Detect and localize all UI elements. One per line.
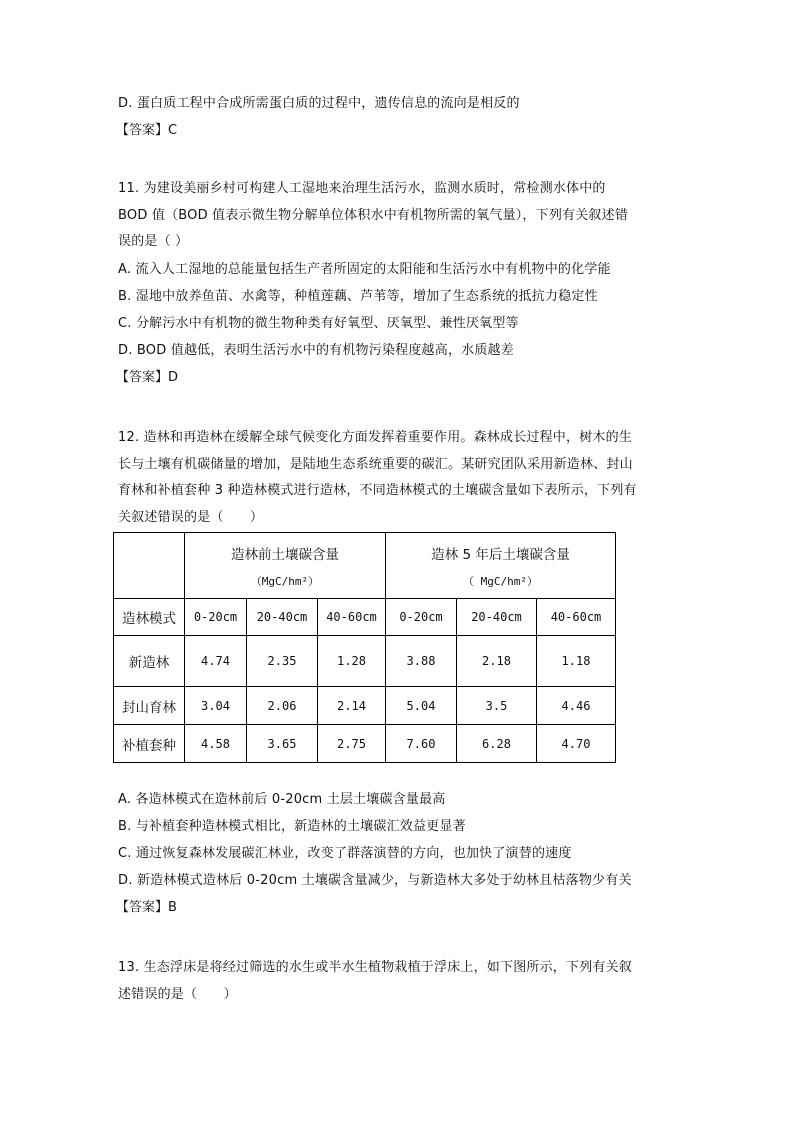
- q11-option-d: D. BOD 值越低，表明生活污水中的有机物污染程度越高，水质越差: [118, 343, 514, 358]
- value-cell: 2.35: [247, 636, 318, 687]
- value-cell: 4.74: [185, 636, 247, 687]
- mode-cell: 封山育林: [114, 687, 185, 725]
- depth-header: 40-60cm: [537, 599, 616, 636]
- q12-option-b: B. 与补植套种造林模式相比，新造林的土壤碳汇效益更显著: [118, 819, 466, 834]
- value-cell: 1.18: [537, 636, 616, 687]
- group-unit: （MgC/hm²）: [250, 574, 320, 588]
- table-depth-header-row: [114, 599, 616, 636]
- value-cell: 3.04: [185, 687, 247, 725]
- soil-carbon-table: [113, 532, 616, 763]
- mode-cell: 补植套种: [114, 725, 185, 763]
- q11-answer: 【答案】D: [116, 370, 179, 385]
- q10-option-d: D. 蛋白质工程中合成所需蛋白质的过程中，遗传信息的流向是相反的: [118, 96, 520, 111]
- group-header-before: [185, 533, 386, 599]
- value-cell: 4.46: [537, 687, 616, 725]
- depth-header: 20-40cm: [457, 599, 537, 636]
- value-cell: 2.18: [457, 636, 537, 687]
- value-cell: 2.75: [318, 725, 386, 763]
- value-cell: 6.28: [457, 725, 537, 763]
- value-cell: 4.58: [185, 725, 247, 763]
- q11-option-a: A. 流入人工湿地的总能量包括生产者所固定的太阳能和生活污水中有机物中的化学能: [118, 262, 611, 277]
- depth-header: 0-20cm: [386, 599, 457, 636]
- value-cell: 2.06: [247, 687, 318, 725]
- q11-option-b: B. 湿地中放养鱼苗、水禽等，种植莲藕、芦苇等，增加了生态系统的抵抗力稳定性: [118, 289, 598, 304]
- row-header-label: 造林模式: [114, 599, 185, 636]
- value-cell: 1.28: [318, 636, 386, 687]
- table-row: [114, 636, 616, 687]
- value-cell: 3.5: [457, 687, 537, 725]
- depth-header: 40-60cm: [318, 599, 386, 636]
- depth-header: 0-20cm: [185, 599, 247, 636]
- q12-stem: 12. 造林和再造林在缓解全球气候变化方面发挥着重要作用。森林成长过程中，树木的生长与土壤有机碳储量的增加，是陆地生态系统重要的碳汇。某研究团队采用新造林、封山育林和补植套种 3 种造林模式进行造林，不同造林模式的土壤碳含量如下表所示，下列有关叙述错误的是（ ）: [118, 430, 637, 525]
- group-unit: （ MgC/hm²）: [463, 574, 538, 588]
- value-cell: 2.14: [318, 687, 386, 725]
- group-header-after: [386, 533, 616, 599]
- value-cell: 3.65: [247, 725, 318, 763]
- group-title: 造林 5 年后土壤碳含量: [431, 546, 570, 563]
- table-corner-cell: [114, 533, 185, 599]
- mode-cell: 新造林: [114, 636, 185, 687]
- value-cell: 5.04: [386, 687, 457, 725]
- depth-header: 20-40cm: [247, 599, 318, 636]
- table-row: [114, 725, 616, 763]
- q11-option-c: C. 分解污水中有机物的微生物种类有好氧型、厌氧型、兼性厌氧型等: [118, 316, 519, 331]
- q12-answer: 【答案】B: [116, 900, 177, 915]
- q12-option-a: A. 各造林模式在造林前后 0-20cm 土层土壤碳含量最高: [118, 792, 446, 807]
- q10-answer: 【答案】C: [116, 123, 178, 138]
- table-group-header-row: [114, 533, 616, 599]
- group-title: 造林前土壤碳含量: [231, 546, 339, 563]
- q12-option-d: D. 新造林模式造林后 0-20cm 土壤碳含量减少，与新造林大多处于幼林且枯落物少有关: [118, 873, 632, 888]
- value-cell: 7.60: [386, 725, 457, 763]
- q11-stem: 11. 为建设美丽乡村可构建人工湿地来治理生活污水，监测水质时，常检测水体中的 BOD 值（BOD 值表示微生物分解单位体积水中有机物所需的氧气量），下列有关叙述错误的是（ ）: [118, 181, 629, 249]
- value-cell: 4.70: [537, 725, 616, 763]
- value-cell: 3.88: [386, 636, 457, 687]
- q12-option-c: C. 通过恢复森林发展碳汇林业，改变了群落演替的方向，也加快了演替的速度: [118, 846, 572, 861]
- table-row: [114, 687, 616, 725]
- q13-stem: 13. 生态浮床是将经过筛选的水生或半水生植物栽植于浮床上，如下图所示，下列有关叙述错误的是（ ）: [118, 960, 633, 1002]
